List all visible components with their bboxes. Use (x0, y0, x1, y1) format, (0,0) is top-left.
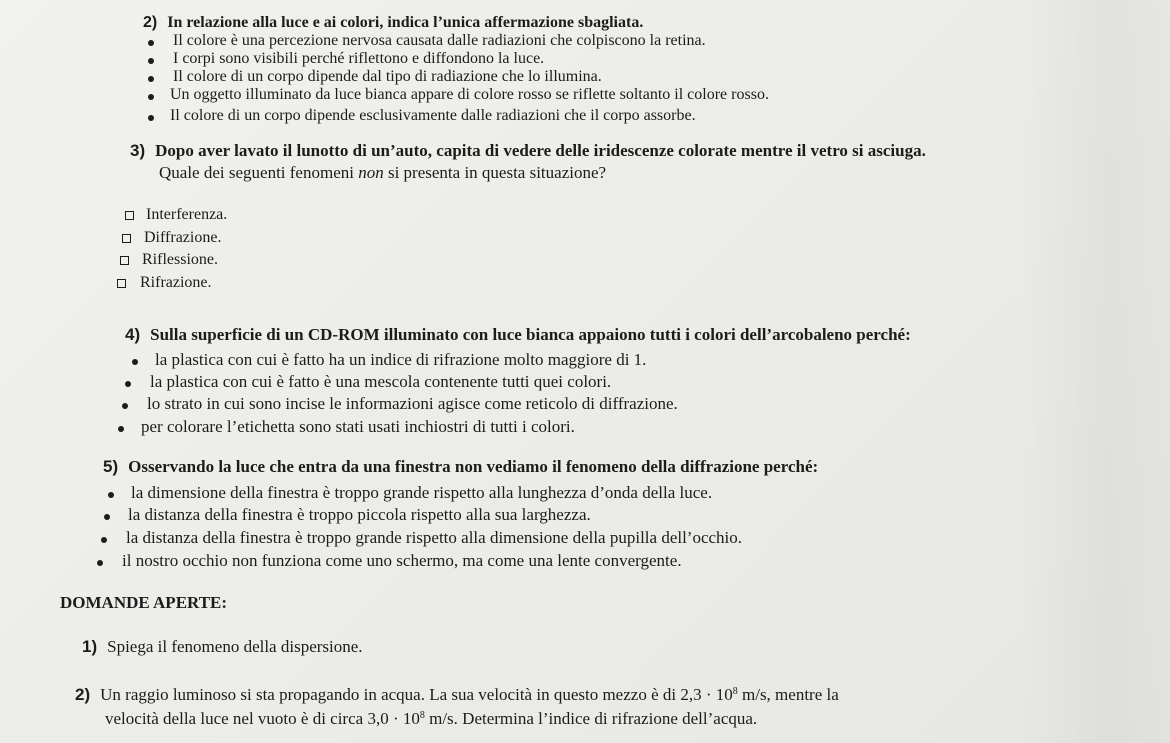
q3-option-1: Interferenza. (146, 206, 228, 223)
q3-checkbox-1[interactable] (125, 211, 134, 220)
q5-prompt (103, 458, 818, 476)
page-shadow (1020, 0, 1170, 743)
q2-option-3: Il colore di un corpo dipende dal tipo di radiazione che lo illumina. (173, 68, 602, 85)
q3-prompt-line2 (159, 164, 606, 182)
q5-option-3: la distanza della finestra è troppo grande rispetto alla dimensione della pupilla dell’occhio. (126, 528, 743, 547)
q5-number: 5) (103, 457, 119, 476)
q4-text: Sulla superficie di un CD-ROM illuminato con luce bianca appaiono tutti i colori dell’arcobaleno perché: (150, 325, 911, 344)
open-questions-heading: DOMANDE APERTE: (60, 593, 228, 612)
q5-option-1: la dimensione della finestra è troppo grande rispetto alla lunghezza d’onda della luce. (131, 483, 713, 502)
q4-bullet-4 (118, 426, 124, 432)
open-q1-number: 1) (82, 637, 98, 656)
q5-option-4: il nostro occhio non funziona come uno schermo, ma come una lente convergente. (122, 551, 682, 570)
open-q1 (82, 638, 363, 656)
q4-option-1: la plastica con cui è fatto ha un indice di rifrazione molto maggiore di 1. (155, 350, 647, 369)
open-q2-line2-text: velocità della luce nel vuoto è di circa 3,0 · 10 (105, 709, 420, 728)
q4-option-3: lo strato in cui sono incise le informazioni agisce come reticolo di diffrazione. (147, 394, 678, 413)
q3-checkbox-4[interactable] (117, 279, 126, 288)
q5-bullet-3 (101, 537, 107, 543)
q2-option-4: Un oggetto illuminato da luce bianca appare di colore rosso se riflette soltanto il colore rosso. (170, 86, 769, 103)
q5-bullet-2 (104, 514, 110, 520)
open-q2-line1-exponent: 8 (732, 686, 738, 697)
q4-option-2: la plastica con cui è fatto è una mescola contenente tutti quei colori. (150, 372, 612, 391)
q5-option-2: la distanza della finestra è troppo piccola rispetto alla sua larghezza. (128, 505, 591, 524)
q2-bullet-4 (148, 94, 154, 100)
open-q2-line1-post: m/s, mentre la (737, 685, 839, 704)
q4-number: 4) (125, 325, 141, 344)
q3-number: 3) (130, 141, 146, 160)
q2-option-5: Il colore di un corpo dipende esclusivamente dalle radiazioni che il corpo assorbe. (170, 107, 696, 124)
q4-prompt (125, 326, 911, 344)
q4-bullet-2 (125, 381, 131, 387)
q4-option-4: per colorare l’etichetta sono stati usati inchiostri di tutti i colori. (141, 417, 575, 436)
open-q1-text: Spiega il fenomeno della dispersione. (107, 637, 363, 656)
open-q2-line1-text: Un raggio luminoso si sta propagando in acqua. La sua velocità in questo mezzo è di 2,3 · 10 (100, 685, 733, 704)
q2-prompt (143, 14, 643, 32)
open-q2-line2-exponent: 8 (419, 710, 425, 721)
q3-text-post: si presenta in questa situazione? (383, 163, 607, 182)
q2-bullet-3 (148, 76, 154, 82)
q2-option-2: I corpi sono visibili perché riflettono e diffondono la luce. (173, 50, 545, 67)
q3-text-pre: Quale dei seguenti fenomeni (159, 163, 359, 182)
q2-option-1: Il colore è una percezione nervosa causata dalle radiazioni che colpiscono la retina. (173, 32, 706, 49)
open-q2-number: 2) (75, 685, 91, 704)
q4-bullet-1 (132, 359, 138, 365)
q3-text-line1: Dopo aver lavato il lunotto di un’auto, capita di vedere delle iridescenze colorate mentre il vetro si asciuga. (155, 141, 926, 160)
q5-bullet-1 (108, 492, 114, 498)
open-q2-line2-post: m/s. Determina l’indice di rifrazione dell’acqua. (424, 709, 758, 728)
q2-text: In relazione alla luce e ai colori, indica l’unica affermazione sbagliata. (167, 14, 644, 31)
q3-option-3: Riflessione. (142, 251, 218, 268)
q3-option-2: Diffrazione. (144, 229, 222, 246)
q2-bullet-1 (148, 40, 154, 46)
open-q2-line1 (75, 686, 839, 704)
q3-checkbox-2[interactable] (122, 234, 131, 243)
q3-text-emphasis: non (358, 163, 384, 182)
q3-checkbox-3[interactable] (120, 256, 129, 265)
q2-bullet-2 (148, 58, 154, 64)
q5-bullet-4 (97, 560, 103, 566)
q5-text: Osservando la luce che entra da una finestra non vediamo il fenomeno della diffrazione perché: (128, 457, 819, 476)
q3-prompt-line1 (130, 142, 926, 160)
q2-bullet-5 (148, 115, 154, 121)
open-q2-line2 (105, 710, 757, 728)
q2-number: 2) (143, 14, 158, 31)
q4-bullet-3 (122, 403, 128, 409)
q3-option-4: Rifrazione. (140, 274, 212, 291)
